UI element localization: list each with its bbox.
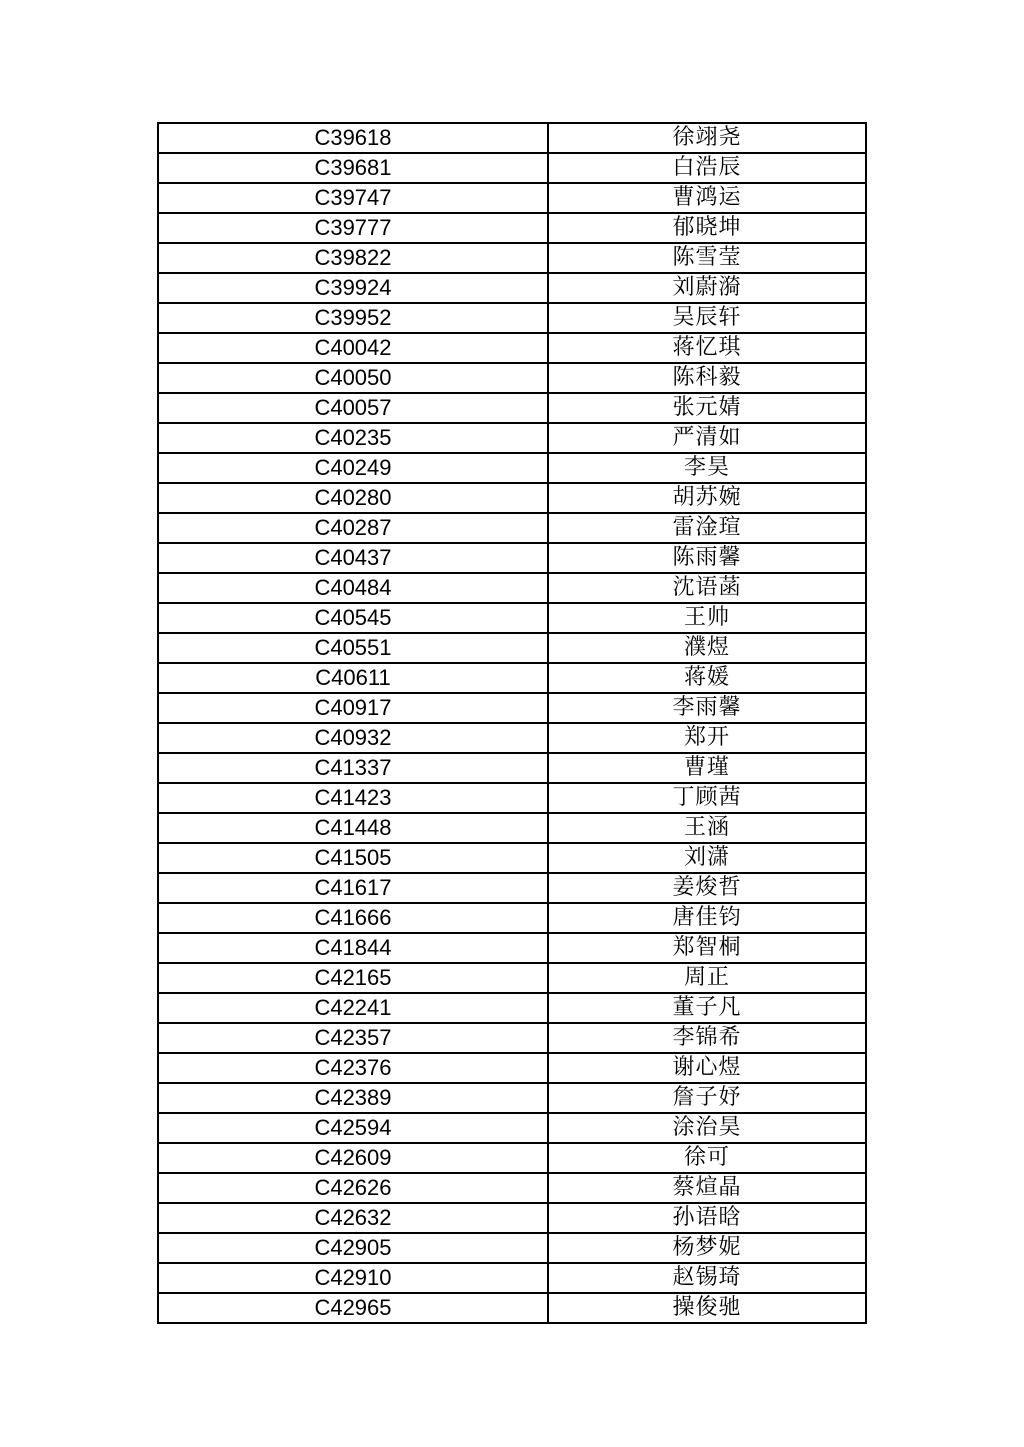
name-cell: 刘蔚漪 <box>548 273 866 303</box>
table-row <box>158 423 866 453</box>
id-cell: C42165 <box>158 963 548 993</box>
name-cell: 董子凡 <box>548 993 866 1023</box>
table-row <box>158 543 866 573</box>
id-cell: C39822 <box>158 243 548 273</box>
id-cell: C42609 <box>158 1143 548 1173</box>
name-cell: 操俊驰 <box>548 1293 866 1323</box>
id-cell: C40917 <box>158 693 548 723</box>
table-row <box>158 153 866 183</box>
table-row <box>158 663 866 693</box>
name-cell: 徐翊尧 <box>548 123 866 153</box>
table-row <box>158 453 866 483</box>
id-cell: C42376 <box>158 1053 548 1083</box>
id-cell: C39618 <box>158 123 548 153</box>
id-cell: C40551 <box>158 633 548 663</box>
roster-table-body <box>158 123 866 1323</box>
name-cell: 徐可 <box>548 1143 866 1173</box>
table-row <box>158 333 866 363</box>
name-cell: 周正 <box>548 963 866 993</box>
name-cell: 杨梦妮 <box>548 1233 866 1263</box>
table-row <box>158 1113 866 1143</box>
name-cell: 陈雪莹 <box>548 243 866 273</box>
name-cell: 谢心煜 <box>548 1053 866 1083</box>
name-cell: 蒋忆琪 <box>548 333 866 363</box>
name-cell: 李昊 <box>548 453 866 483</box>
table-row <box>158 1203 866 1233</box>
name-cell: 白浩辰 <box>548 153 866 183</box>
id-cell: C42357 <box>158 1023 548 1053</box>
name-cell: 胡苏婉 <box>548 483 866 513</box>
table-row <box>158 183 866 213</box>
id-cell: C40280 <box>158 483 548 513</box>
table-row <box>158 483 866 513</box>
table-row <box>158 993 866 1023</box>
name-cell: 姜焌哲 <box>548 873 866 903</box>
name-cell: 蔡煊晶 <box>548 1173 866 1203</box>
name-cell: 王帅 <box>548 603 866 633</box>
table-row <box>158 1143 866 1173</box>
table-row <box>158 123 866 153</box>
id-cell: C42905 <box>158 1233 548 1263</box>
id-cell: C41505 <box>158 843 548 873</box>
id-cell: C42241 <box>158 993 548 1023</box>
name-cell: 李雨馨 <box>548 693 866 723</box>
table-row <box>158 573 866 603</box>
id-cell: C40932 <box>158 723 548 753</box>
id-cell: C42594 <box>158 1113 548 1143</box>
name-cell: 陈雨馨 <box>548 543 866 573</box>
table-row <box>158 513 866 543</box>
name-cell: 郁晓坤 <box>548 213 866 243</box>
id-cell: C39747 <box>158 183 548 213</box>
id-cell: C42910 <box>158 1263 548 1293</box>
id-cell: C40235 <box>158 423 548 453</box>
name-cell: 郑开 <box>548 723 866 753</box>
table-row <box>158 1263 866 1293</box>
id-cell: C41423 <box>158 783 548 813</box>
name-cell: 赵锡琦 <box>548 1263 866 1293</box>
id-cell: C42632 <box>158 1203 548 1233</box>
id-cell: C40484 <box>158 573 548 603</box>
table-row <box>158 903 866 933</box>
id-cell: C40545 <box>158 603 548 633</box>
id-cell: C40437 <box>158 543 548 573</box>
table-row <box>158 1023 866 1053</box>
name-cell: 严清如 <box>548 423 866 453</box>
id-cell: C41617 <box>158 873 548 903</box>
table-row <box>158 603 866 633</box>
table-row <box>158 933 866 963</box>
table-row <box>158 693 866 723</box>
id-cell: C41844 <box>158 933 548 963</box>
table-row <box>158 753 866 783</box>
name-cell: 丁顾茜 <box>548 783 866 813</box>
table-row <box>158 213 866 243</box>
name-cell: 蒋媛 <box>548 663 866 693</box>
id-cell: C40042 <box>158 333 548 363</box>
table-row <box>158 363 866 393</box>
id-cell: C42965 <box>158 1293 548 1323</box>
table-row <box>158 1083 866 1113</box>
name-cell: 曹瑾 <box>548 753 866 783</box>
table-row <box>158 273 866 303</box>
name-cell: 李锦希 <box>548 1023 866 1053</box>
id-cell: C41337 <box>158 753 548 783</box>
name-cell: 孙语晗 <box>548 1203 866 1233</box>
name-cell: 王涵 <box>548 813 866 843</box>
name-cell: 詹子妤 <box>548 1083 866 1113</box>
name-cell: 涂治昊 <box>548 1113 866 1143</box>
name-cell: 吴辰轩 <box>548 303 866 333</box>
name-cell: 沈语菡 <box>548 573 866 603</box>
name-cell: 曹鸿运 <box>548 183 866 213</box>
name-cell: 张元婧 <box>548 393 866 423</box>
id-cell: C41448 <box>158 813 548 843</box>
table-row <box>158 1173 866 1203</box>
table-row <box>158 723 866 753</box>
table-row <box>158 303 866 333</box>
id-cell: C42389 <box>158 1083 548 1113</box>
table-row <box>158 843 866 873</box>
id-cell: C40287 <box>158 513 548 543</box>
table-row <box>158 1293 866 1323</box>
name-cell: 刘潇 <box>548 843 866 873</box>
name-cell: 濮煜 <box>548 633 866 663</box>
table-row <box>158 813 866 843</box>
id-cell: C40611 <box>158 663 548 693</box>
id-cell: C40050 <box>158 363 548 393</box>
id-cell: C42626 <box>158 1173 548 1203</box>
id-cell: C41666 <box>158 903 548 933</box>
table-row <box>158 633 866 663</box>
id-cell: C40249 <box>158 453 548 483</box>
name-cell: 郑智桐 <box>548 933 866 963</box>
id-cell: C39777 <box>158 213 548 243</box>
roster-table <box>157 122 867 1324</box>
table-row <box>158 873 866 903</box>
name-cell: 陈科毅 <box>548 363 866 393</box>
id-cell: C39681 <box>158 153 548 183</box>
id-cell: C39924 <box>158 273 548 303</box>
table-row <box>158 393 866 423</box>
table-row <box>158 963 866 993</box>
name-cell: 雷淦瑄 <box>548 513 866 543</box>
table-row <box>158 1053 866 1083</box>
id-cell: C40057 <box>158 393 548 423</box>
id-cell: C39952 <box>158 303 548 333</box>
table-row <box>158 243 866 273</box>
table-row <box>158 1233 866 1263</box>
table-row <box>158 783 866 813</box>
name-cell: 唐佳钧 <box>548 903 866 933</box>
